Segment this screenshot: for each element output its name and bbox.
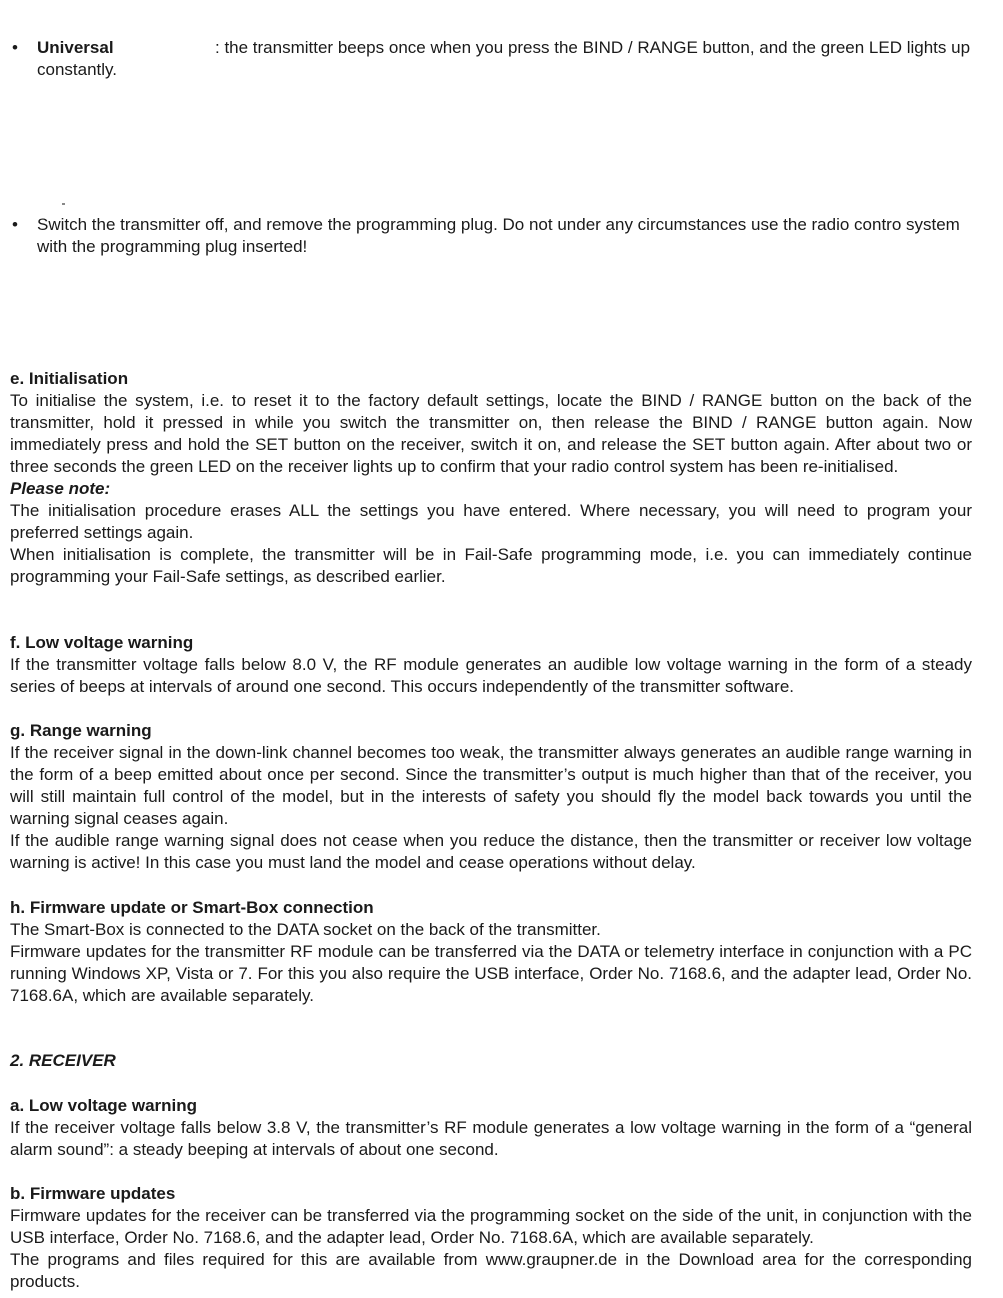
bullet-term: Universal	[37, 38, 114, 57]
section-low-voltage-transmitter	[10, 632, 972, 698]
paragraph: If the audible range warning signal does not cease when you reduce the distance, then the transmitter or receiver low voltage warning is active! In this case you must land the model and cease operations without delay.	[10, 831, 972, 872]
bullet-text: Switch the transmitter off, and remove the programming plug. Do not under any circumstances use the radio contro system with the programming plug inserted!	[37, 215, 960, 256]
paragraph: The Smart-Box is connected to the DATA socket on the back of the transmitter.	[10, 920, 601, 939]
paragraph: If the receiver voltage falls below 3.8 V, the transmitter’s RF module generates a low voltage warning in the form of a “general alarm sound”: a steady beeping at intervals of about one second.	[10, 1118, 972, 1159]
paragraph: The programs and files required for this are available from www.graupner.de in the Download area for the corresponding products.	[10, 1250, 972, 1291]
section-firmware-receiver	[10, 1183, 972, 1293]
bullet-dot: •	[12, 38, 18, 57]
bullet-text: : the transmitter beeps once when you press the BIND / RANGE button, and the green LED lights up constantly.	[37, 38, 971, 79]
section-heading: g. Range warning	[10, 721, 152, 740]
section-heading: a. Low voltage warning	[10, 1096, 198, 1115]
section-heading: b. Firmware updates	[10, 1184, 176, 1203]
bullet-universal	[10, 37, 972, 81]
bullet-switch-off	[10, 214, 972, 258]
paragraph: Firmware updates for the transmitter RF module can be transferred via the DATA or telemetry interface in conjunction with a PC running Windows XP, Vista or 7. For this you also require the USB interface, Order No. 7168.6, and the adapter lead, Order No. 7168.6A, which are available separately.	[10, 942, 972, 1005]
section-low-voltage-receiver	[10, 1095, 972, 1161]
section-heading: e. Initialisation	[10, 369, 129, 388]
paragraph: To initialise the system, i.e. to reset it to the factory default settings, locate the BIND / RANGE button on the back of the transmitter, hold it pressed in while you switch the transmitter on, then release the BIND / RANGE button again. Now immediately press and hold the SET button on the receiver, switch it on, and release the SET button again. After about two or three seconds the green LED on the receiver lights up to confirm that your radio control system has been re-initialised.	[10, 391, 972, 476]
section-firmware-transmitter	[10, 897, 972, 1007]
bullet-dot: •	[12, 215, 18, 234]
section-heading: h. Firmware update or Smart-Box connection	[10, 898, 374, 917]
chapter-title-receiver: 2. RECEIVER	[10, 1051, 116, 1070]
section-heading: f. Low voltage warning	[10, 633, 194, 652]
paragraph: Firmware updates for the receiver can be transferred via the programming socket on the side of the unit, in conjunction with the USB interface, Order No. 7168.6, and the adapter lead, Order No. 7168.6A, which are available separately.	[10, 1206, 972, 1247]
paragraph: If the receiver signal in the down-link channel becomes too weak, the transmitter always generates an audible range warning in the form of a beep emitted about once per second. Since the transmitter’s output is much higher than that of the receiver, you will still maintain full control of the model, but in the interests of safety you should fly the model back towards you until the warning signal ceases again.	[10, 743, 972, 828]
stray-mark	[62, 203, 65, 205]
paragraph: The initialisation procedure erases ALL the settings you have entered. Where necessary, you will need to program your preferred settings again.	[10, 501, 972, 542]
section-initialisation	[10, 368, 972, 588]
paragraph: If the transmitter voltage falls below 8.0 V, the RF module generates an audible low voltage warning in the form of a steady series of beeps at intervals of around one second. This occurs independently of the transmitter software.	[10, 655, 972, 696]
section-range-warning	[10, 720, 972, 874]
note-label: Please note:	[10, 479, 111, 498]
paragraph: When initialisation is complete, the transmitter will be in Fail-Safe programming mode, i.e. you can immediately continue programming your Fail-Safe settings, as described earlier.	[10, 545, 972, 586]
